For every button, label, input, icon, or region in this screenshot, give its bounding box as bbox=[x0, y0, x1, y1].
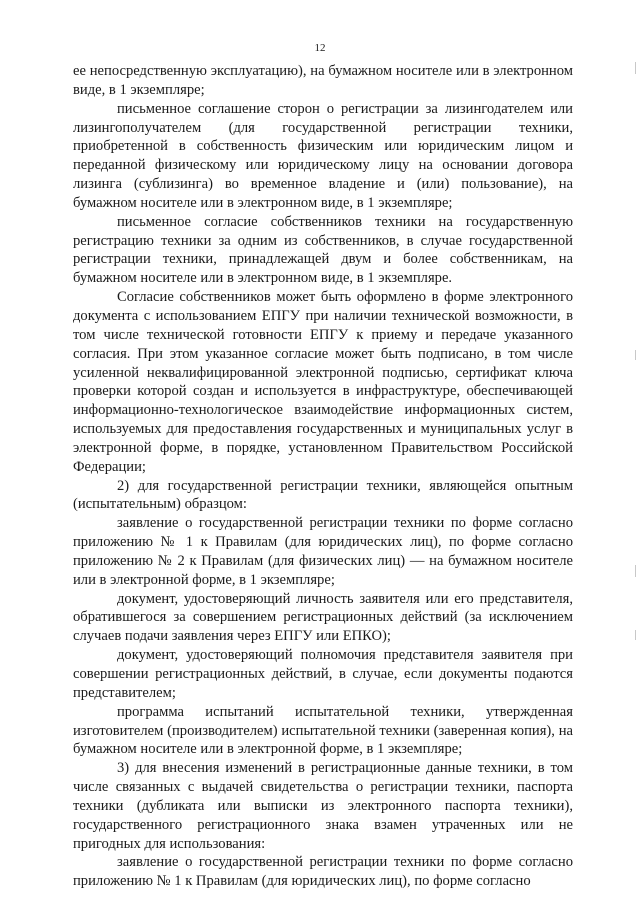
page-number: 12 bbox=[314, 42, 326, 54]
paragraph: 3) для внесения изменений в регистрационные данные техники, в том числе связанных с выдачей свидетельства о регистрации техники, паспорта техники (дубликата или выписки из электронного паспорта техники), государственного регистрационного знака взамен утраченных или не пригодных для использования: bbox=[73, 760, 573, 852]
scan-edge-mark bbox=[635, 565, 636, 577]
paragraph: заявление о государственной регистрации техники по форме согласно приложению № 1 к Правилам (для юридических лиц), по форме согласно приложению № 2 к Правилам (для физических лиц) — на бумажном носителе или в электронной форме, в 1 экземпляре; bbox=[73, 515, 573, 588]
paragraph: письменное согласие собственников техники на государственную регистрацию техники за одним из собственников, в случае государственной регистрации техники, принадлежащей двум и более собственникам, на бумажном носителе или в электронном виде, в 1 экземпляре. bbox=[73, 213, 573, 287]
paragraph: 2) для государственной регистрации техники, являющейся опытным (испытательным) образцом: bbox=[73, 477, 573, 513]
paragraph: письменное соглашение сторон о регистрации за лизингодателем или лизингополучателем (для государственной регистрации техники, приобретенной в собственность физическим или юридическим лицом и переданной физическому или юридическому лицу на основании договора лизинга (сублизинга) во временное владение и (или) пользование), на бумажном носителе или в электронном виде, в 1 экземпляре; bbox=[73, 100, 573, 211]
paragraph: программа испытаний испытательной техники, утвержденная изготовителем (производителем) испытательной техники (заверенная копия), на бумажном носителе или в электронной форме, в 1 экземпляре; bbox=[73, 703, 573, 758]
paragraph-continuation: ее непосредственную эксплуатацию), на бумажном носителе или в электронном виде, в 1 экземпляре; bbox=[73, 63, 573, 98]
paragraph: документ, удостоверяющий полномочия представителя заявителя при совершении регистрационных действий, в случае, если документы подаются представителем; bbox=[73, 647, 573, 701]
scan-edge-mark bbox=[635, 630, 636, 640]
paragraph: Согласие собственников может быть оформлено в форме электронного документа с использованием ЕПГУ при наличии технической возможности, в том числе технической готовности ЕПГУ к приему и передаче указанного согласия. При этом указанное согласие может быть подписано, в том числе усиленной неквалифицированной электронной подписью, сертификат ключа проверки которой создан и используется в инфраструктуре, обеспечивающей информационно-технологическое взаимодействие информационных систем, используемых для предоставления государственных и муниципальных услуг в электронной форме, в порядке, установленном Правительством Российской Федерации; bbox=[73, 289, 573, 475]
scan-edge-mark bbox=[635, 62, 636, 74]
scan-edge-mark bbox=[635, 350, 636, 360]
document-body bbox=[73, 62, 573, 891]
paragraph: заявление о государственной регистрации техники по форме согласно приложению № 1 к Правилам (для юридических лиц), по форме согласно bbox=[73, 854, 573, 890]
paragraph: документ, удостоверяющий личность заявителя или его представителя, обратившегося за совершением регистрационных действий (за исключением случаев подачи заявления через ЕПГУ или ЕПКО); bbox=[73, 590, 573, 645]
